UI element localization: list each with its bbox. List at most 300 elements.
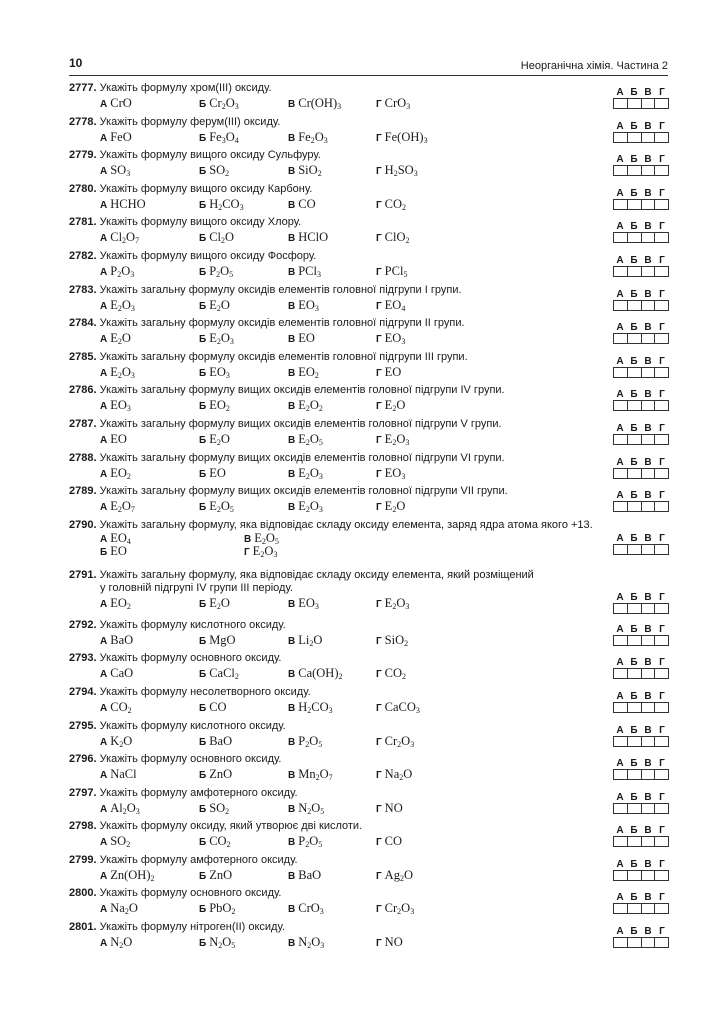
answer-grid [613,221,669,243]
answer-letter: Б [630,657,638,669]
answer-cell[interactable] [655,804,668,813]
question-number: 2798. [69,820,97,833]
answer-cell[interactable] [655,545,668,554]
answer-letter: А [616,154,624,166]
answer-cell[interactable] [628,669,642,678]
option-formula: $Na_2O$ [384,767,413,783]
answer-grid-header [613,892,669,903]
answer-letter: А [616,389,624,401]
option-formula: $CO_2$ [384,196,407,212]
option [376,665,406,683]
option-formula: EO [384,364,402,379]
option-formula: $P_2O_5$ [298,733,323,749]
option-formula: CaCO$_3$ [384,699,420,715]
question-number: 2797. [69,786,97,799]
answer-letter: Г [659,657,665,669]
answer-cells [613,266,669,277]
answer-cell[interactable] [655,737,668,746]
answer-cell[interactable] [642,334,656,343]
option-letter: В [288,502,296,514]
question-prompt: Укажіть загальну формулу вищих оксидів елементів головної підгрупи VII групи. [99,485,508,498]
answer-letter: А [616,532,624,544]
option-letter: Г [376,803,382,815]
answer-cell[interactable] [614,233,628,242]
answer-cell[interactable] [655,669,668,678]
answer-cell[interactable] [642,737,656,746]
answer-cells [613,468,669,479]
answer-grid [613,792,669,814]
answer-letter: В [644,422,652,434]
answer-cells [613,367,669,378]
question-text [69,652,669,665]
answer-letter: Б [630,221,638,233]
question-prompt: Укажіть формулу вищого оксиду Хлору. [99,216,302,229]
answer-cell[interactable] [655,938,668,947]
option [199,595,230,613]
option-letter: Г [376,904,382,916]
question-text [69,116,669,129]
question-item [69,887,669,921]
answer-cells [613,668,669,679]
answer-cell[interactable] [614,938,628,947]
answer-cell[interactable] [628,737,642,746]
answer-cell[interactable] [655,133,668,142]
option [100,665,133,683]
option [288,934,324,952]
answer-letter: В [644,221,652,233]
option-formula: $P_2O_5$ [209,263,234,279]
question-prompt: Укажіть формулу ферум(III) оксиду. [99,115,281,128]
question-prompt: Укажіть формулу кислотного оксиду. [99,618,286,631]
question-number: 2791. [69,568,97,581]
answer-cell[interactable] [655,636,668,645]
option-letter: В [288,938,296,950]
option [376,162,418,180]
answer-cell[interactable] [642,301,656,310]
answer-cell[interactable] [614,770,628,779]
answer-cell[interactable] [614,99,628,108]
answer-cell[interactable] [642,267,656,276]
option-letter: А [100,334,108,346]
answer-cell[interactable] [642,368,656,377]
option-letter: Б [199,635,207,647]
answer-cell[interactable] [628,401,642,410]
option-letter: А [100,736,108,748]
options-row [69,934,669,951]
option-formula: $EO_2$ [298,364,319,380]
answer-cell[interactable] [642,502,656,511]
answer-cell[interactable] [614,669,628,678]
option-letter: Б [199,434,207,446]
option-formula: FeO [110,129,132,144]
answer-cell[interactable] [642,200,656,209]
answer-cell[interactable] [642,233,656,242]
answer-letter: Г [659,892,665,904]
question-prompt: Укажіть формулу основного оксиду. [99,887,282,900]
answer-cell[interactable] [614,737,628,746]
answer-cell[interactable] [614,133,628,142]
answer-letter: Б [630,389,638,401]
answer-cell[interactable] [655,435,668,444]
options-row [69,900,669,917]
answer-cell[interactable] [655,871,668,880]
answer-cell[interactable] [642,166,656,175]
option-letter: Б [199,468,207,480]
option [376,330,405,348]
answer-cell[interactable] [655,99,668,108]
answer-cell[interactable] [628,200,642,209]
answer-cell[interactable] [655,502,668,511]
answer-letter: А [616,591,624,603]
option-formula: $E_2O_3$ [209,331,234,347]
answer-cell[interactable] [655,401,668,410]
option [288,162,322,180]
option-letter: А [100,233,108,245]
answer-cell[interactable] [628,545,642,554]
answer-cell[interactable] [642,133,656,142]
option [100,766,137,784]
answer-letter: Б [630,724,638,736]
answer-cell[interactable] [655,200,668,209]
answer-cell[interactable] [628,267,642,276]
option-letter: Б [199,266,207,278]
question-item [69,569,669,619]
options-row [69,498,669,515]
question-item [69,854,669,888]
question-item [69,753,669,787]
answer-grid-header [613,188,669,199]
option-letter: В [288,266,296,278]
answer-cell[interactable] [628,703,642,712]
option [288,699,333,717]
options-row [69,431,669,448]
answer-cell[interactable] [642,837,656,846]
answer-cells [613,870,669,881]
option-letter: В [288,300,296,312]
option-letter: Б [199,233,207,245]
answer-letter: Б [630,791,638,803]
answer-cell[interactable] [614,703,628,712]
answer-cell[interactable] [628,604,642,613]
option [288,733,322,751]
question-text [69,82,669,95]
option-letter: В [288,736,296,748]
answer-letter: В [644,926,652,938]
option-formula: $E_2O$ [110,331,131,347]
question-prompt: Укажіть загальну формулу вищих оксидів елементів головної підгрупи IV групи. [99,384,505,397]
option [199,196,244,214]
answer-letter: В [644,456,652,468]
answer-cell[interactable] [655,267,668,276]
answer-cell[interactable] [614,267,628,276]
option-letter: В [288,669,296,681]
answer-grid [613,154,669,176]
option-letter: Б [199,702,207,714]
answer-grid-header [613,322,669,333]
answer-cell[interactable] [655,368,668,377]
option-formula: $CO_2$ [384,666,407,682]
question-text [69,720,669,733]
answer-cell[interactable] [614,545,628,554]
option [199,229,234,247]
answer-letter: Г [659,389,665,401]
answer-cell[interactable] [628,837,642,846]
answer-letter: Г [659,791,665,803]
answer-grid-header [613,423,669,434]
answer-letter: В [644,623,652,635]
answer-cell[interactable] [628,636,642,645]
answer-cell[interactable] [614,837,628,846]
option-formula: CaO [110,666,134,681]
question-text [69,787,669,800]
question-number: 2782. [69,249,97,262]
answer-letter: Б [630,858,638,870]
option-letter: В [288,401,296,413]
option-letter: А [100,300,108,312]
answer-letter: Б [630,623,638,635]
answer-cell[interactable] [642,904,656,913]
option [288,595,319,613]
answer-cell[interactable] [628,233,642,242]
answer-cell[interactable] [642,401,656,410]
answer-cell[interactable] [642,469,656,478]
question-number: 2800. [69,887,97,900]
answer-cell[interactable] [628,904,642,913]
option [288,800,324,818]
answer-letter: А [616,926,624,938]
answer-cell[interactable] [628,804,642,813]
question-prompt: Укажіть формулу несолетворного оксиду. [99,685,311,698]
answer-cell[interactable] [655,301,668,310]
option-formula: EO [110,543,127,558]
answer-letter: Г [659,187,665,199]
option-letter: Б [199,199,207,211]
question-item [69,183,669,217]
option-formula: $EO_3$ [298,297,319,313]
option-formula: $E_2O$ [209,297,230,313]
answer-cell[interactable] [655,770,668,779]
answer-cell[interactable] [642,99,656,108]
question-list [69,82,669,955]
option-letter: Г [376,702,382,714]
option [199,900,235,918]
answer-letter: Г [659,758,665,770]
option-letter: Г [376,434,382,446]
question-number: 2781. [69,216,97,229]
option-letter: Б [199,803,207,815]
answer-cell[interactable] [614,301,628,310]
answer-cell[interactable] [614,871,628,880]
question-item [69,418,669,452]
answer-cell[interactable] [628,871,642,880]
question-item [69,351,669,385]
option [376,699,420,717]
option [199,364,230,382]
answer-letter: В [644,591,652,603]
option-letter: А [100,401,108,413]
answer-letter: В [644,120,652,132]
option-letter: В [288,99,296,110]
answer-cell[interactable] [655,334,668,343]
answer-cell[interactable] [642,604,656,613]
option [100,129,132,147]
option-formula: $Cr_2O_3$ [209,96,239,111]
answer-cell[interactable] [628,502,642,511]
answer-grid-header [613,792,669,803]
question-text [69,149,669,162]
question-prompt: Укажіть формулу вищого оксиду Фосфору. [99,249,317,262]
options-row [69,632,669,649]
option [199,766,232,784]
answer-letter: Г [659,120,665,132]
answer-cell[interactable] [628,334,642,343]
option [199,833,231,851]
answer-cell[interactable] [628,469,642,478]
question-prompt: Укажіть загальну формулу, яка відповідає складу оксиду елемента, який розміщений [99,568,534,581]
answer-letter: А [616,187,624,199]
option-formula: SiO$_2$ [384,632,409,648]
answer-cell[interactable] [655,904,668,913]
option [288,431,323,449]
answer-cell[interactable] [614,469,628,478]
option-letter: Б [199,770,207,782]
answer-cell[interactable] [655,166,668,175]
option-formula: CrO$_3$ [298,901,324,917]
option-formula: $P_2O_3$ [110,263,135,279]
question-prompt: Укажіть формулу оксиду, який утворює дві кислоти. [99,820,363,833]
question-number: 2794. [69,685,97,698]
option-letter: А [100,870,108,882]
option-letter: В [288,803,296,815]
question-prompt: Укажіть формулу хром(III) оксиду. [99,82,272,94]
answer-cell[interactable] [628,368,642,377]
option-letter: Г [376,199,382,211]
option [288,330,315,348]
answer-cell[interactable] [628,99,642,108]
answer-cell[interactable] [614,368,628,377]
answer-cell[interactable] [642,545,656,554]
answer-cells [613,300,669,311]
answer-cell[interactable] [642,804,656,813]
answer-cell[interactable] [614,435,628,444]
answer-letter: Б [630,288,638,300]
question-item [69,720,669,754]
options-row [69,330,669,347]
question-number: 2783. [69,283,97,296]
answer-cell[interactable] [614,200,628,209]
option-letter: В [288,904,296,916]
answer-cell[interactable] [655,233,668,242]
option [100,330,131,348]
answer-cell[interactable] [628,301,642,310]
answer-cell[interactable] [642,938,656,947]
option-letter: Г [376,334,382,346]
option-formula: $N_2O_5$ [298,800,325,816]
option-letter: А [100,669,108,681]
answer-letter: А [616,623,624,635]
answer-grid-header [613,289,669,300]
answer-cell[interactable] [642,636,656,645]
answer-cell[interactable] [642,871,656,880]
question-number: 2779. [69,149,97,162]
answer-grid-header [613,533,669,544]
option-letter: Б [199,598,207,610]
answer-grid [613,892,669,914]
option-formula: $EO_3$ [209,364,230,380]
option-formula: $EO_4$ [110,530,131,546]
answer-letter: А [616,690,624,702]
answer-cell[interactable] [655,604,668,613]
question-text [69,351,669,364]
answer-cells [613,702,669,713]
option-formula: $Al_2O_3$ [110,800,140,816]
answer-cell[interactable] [614,904,628,913]
answer-cell[interactable] [614,804,628,813]
option [199,498,234,516]
answer-cells [613,333,669,344]
answer-cell[interactable] [642,703,656,712]
option-formula: HClO [298,230,329,245]
option [100,934,132,952]
answer-grid [613,87,669,109]
option-letter: В [288,468,296,480]
option-letter: А [100,99,108,110]
question-prompt: Укажіть загальну формулу вищих оксидів елементів головної підгрупи VI групи. [99,451,505,464]
answer-letter: Г [659,858,665,870]
option-formula: $K_2O$ [110,733,133,749]
options-row [69,364,669,381]
answer-cell[interactable] [655,837,668,846]
answer-letter: А [616,254,624,266]
answer-cell[interactable] [614,636,628,645]
option [376,465,405,483]
answer-grid [613,825,669,847]
question-number: 2786. [69,384,97,397]
answer-cell[interactable] [642,435,656,444]
answer-cell[interactable] [614,502,628,511]
answer-letter: Г [659,154,665,166]
answer-cell[interactable] [642,669,656,678]
answer-cell[interactable] [628,133,642,142]
option-formula: EO [110,431,127,446]
answer-letter: А [616,724,624,736]
answer-cell[interactable] [628,938,642,947]
answer-cell[interactable] [642,770,656,779]
answer-cell[interactable] [655,703,668,712]
option-letter: А [100,199,108,211]
answer-cell[interactable] [614,334,628,343]
option-letter: В [288,132,296,144]
answer-cell[interactable] [628,435,642,444]
options-row [69,766,669,783]
option-formula: $E_2O$ [209,431,230,447]
answer-cell[interactable] [655,469,668,478]
page-number: 10 [69,56,83,70]
running-title: Неорганічна хімія. Частина 2 [520,60,668,72]
question-text [69,284,669,297]
option [288,129,328,147]
option-formula: $Mn_2O_7$ [298,767,333,783]
option-letter: А [100,702,108,714]
option-formula: $E_2O$ [384,398,406,414]
answer-cell[interactable] [628,166,642,175]
answer-cell[interactable] [614,401,628,410]
answer-cell[interactable] [628,770,642,779]
answer-cell[interactable] [614,166,628,175]
option [100,867,155,885]
answer-cell[interactable] [614,604,628,613]
option-letter: В [288,166,296,178]
